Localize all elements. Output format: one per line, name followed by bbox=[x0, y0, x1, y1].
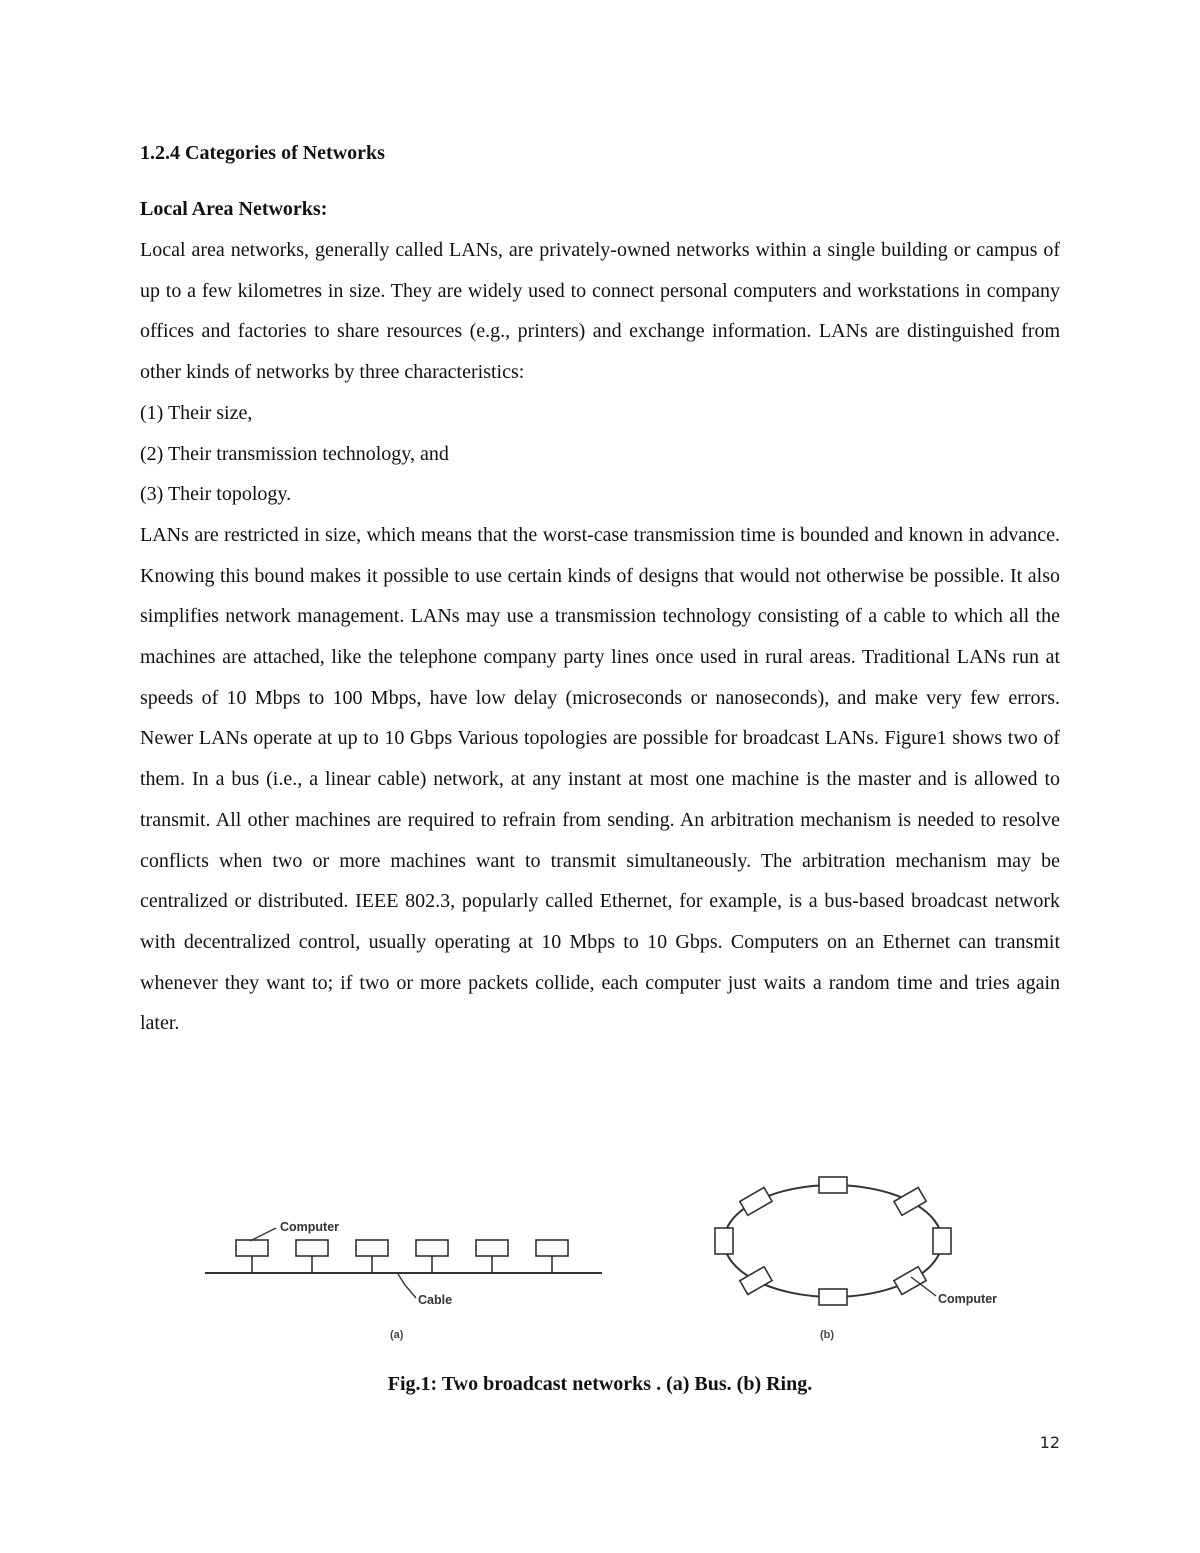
cable-leader-line bbox=[398, 1274, 416, 1298]
bus-computer-box bbox=[476, 1240, 508, 1256]
figure-caption: Fig.1: Two broadcast networks . (a) Bus. (b) Ring. bbox=[387, 1373, 813, 1395]
bus-computer-box bbox=[416, 1240, 448, 1256]
bus-computer-label: Computer bbox=[280, 1220, 340, 1234]
paragraph-details: LANs are restricted in size, which means that the worst-case transmission time is bounded and known in advance. Knowing this bound makes it possible to use certain kinds of designs that would not otherwise be possible. It also simplifies network management. LANs may use a transmission technology consisting of a cable to which all the machines are attached, like the telephone company party lines once used in rural areas. Traditional LANs run at speeds of 10 Mbps to 100 Mbps, have low delay (microseconds or nanoseconds), and make very few errors. Newer LANs operate at up to 10 Gbps Various topologies are possible for broadcast LANs. Figure1 shows two of them. In a bus (i.e., a linear cable) network, at any instant at most one machine is the master and is allowed to transmit. All other machines are required to refrain from sending. An arbitration mechanism is needed to resolve conflicts when two or more machines want to transmit simultaneously. The arbitration mechanism may be centralized or distributed. IEEE 802.3, popularly called Ethernet, for example, is a bus-based broadcast network with decentralized control, usually operating at 10 Mbps to 10 Gbps. Computers on an Ethernet can transmit whenever they want to; if two or more packets collide, each computer just waits a random time and tries again later. bbox=[140, 523, 1060, 1035]
ring-computer-box bbox=[933, 1228, 951, 1254]
broadcast-networks-figure bbox=[200, 1170, 1040, 1350]
bus-sublabel: (a) bbox=[390, 1329, 404, 1341]
section-heading: 1.2.4 Categories of Networks bbox=[140, 142, 385, 164]
list-item-transmission: (2) Their transmission technology, and bbox=[140, 442, 449, 465]
bus-diagram bbox=[205, 1220, 602, 1341]
ring-computer-box bbox=[819, 1177, 847, 1193]
ring-computer-box bbox=[894, 1267, 926, 1295]
computer-leader-line bbox=[250, 1228, 276, 1241]
bus-computers bbox=[236, 1240, 568, 1273]
ring-computer-box bbox=[740, 1267, 772, 1295]
ring-computer-label: Computer bbox=[938, 1292, 998, 1306]
bus-computer-box bbox=[236, 1240, 268, 1256]
bus-computer-box bbox=[296, 1240, 328, 1256]
subsection-heading: Local Area Networks: bbox=[140, 198, 328, 220]
ring-sublabel: (b) bbox=[820, 1329, 835, 1341]
ring-computer-box bbox=[894, 1187, 926, 1215]
paragraph-intro: Local area networks, generally called LANs, are privately-owned networks within a single building or campus of up to a few kilometres in size. They are widely used to connect personal computers and workstations in company offices and factories to share resources (e.g., printers) and exchange information. LANs are distinguished from other kinds of networks by three characteristics: bbox=[140, 239, 1060, 384]
bus-computer-box bbox=[536, 1240, 568, 1256]
ring-computer-box bbox=[715, 1228, 733, 1254]
ring-computers bbox=[715, 1177, 951, 1305]
page-number: 12 bbox=[1039, 1433, 1060, 1452]
bus-cable-label: Cable bbox=[418, 1293, 453, 1307]
ring-computer-box bbox=[819, 1289, 847, 1305]
list-item-topology: (3) Their topology. bbox=[140, 483, 292, 506]
ring-computer-box bbox=[740, 1187, 772, 1215]
bus-computer-box bbox=[356, 1240, 388, 1256]
ring-diagram bbox=[715, 1177, 997, 1341]
list-item-size: (1) Their size, bbox=[140, 401, 253, 424]
body-text bbox=[140, 230, 1060, 1044]
